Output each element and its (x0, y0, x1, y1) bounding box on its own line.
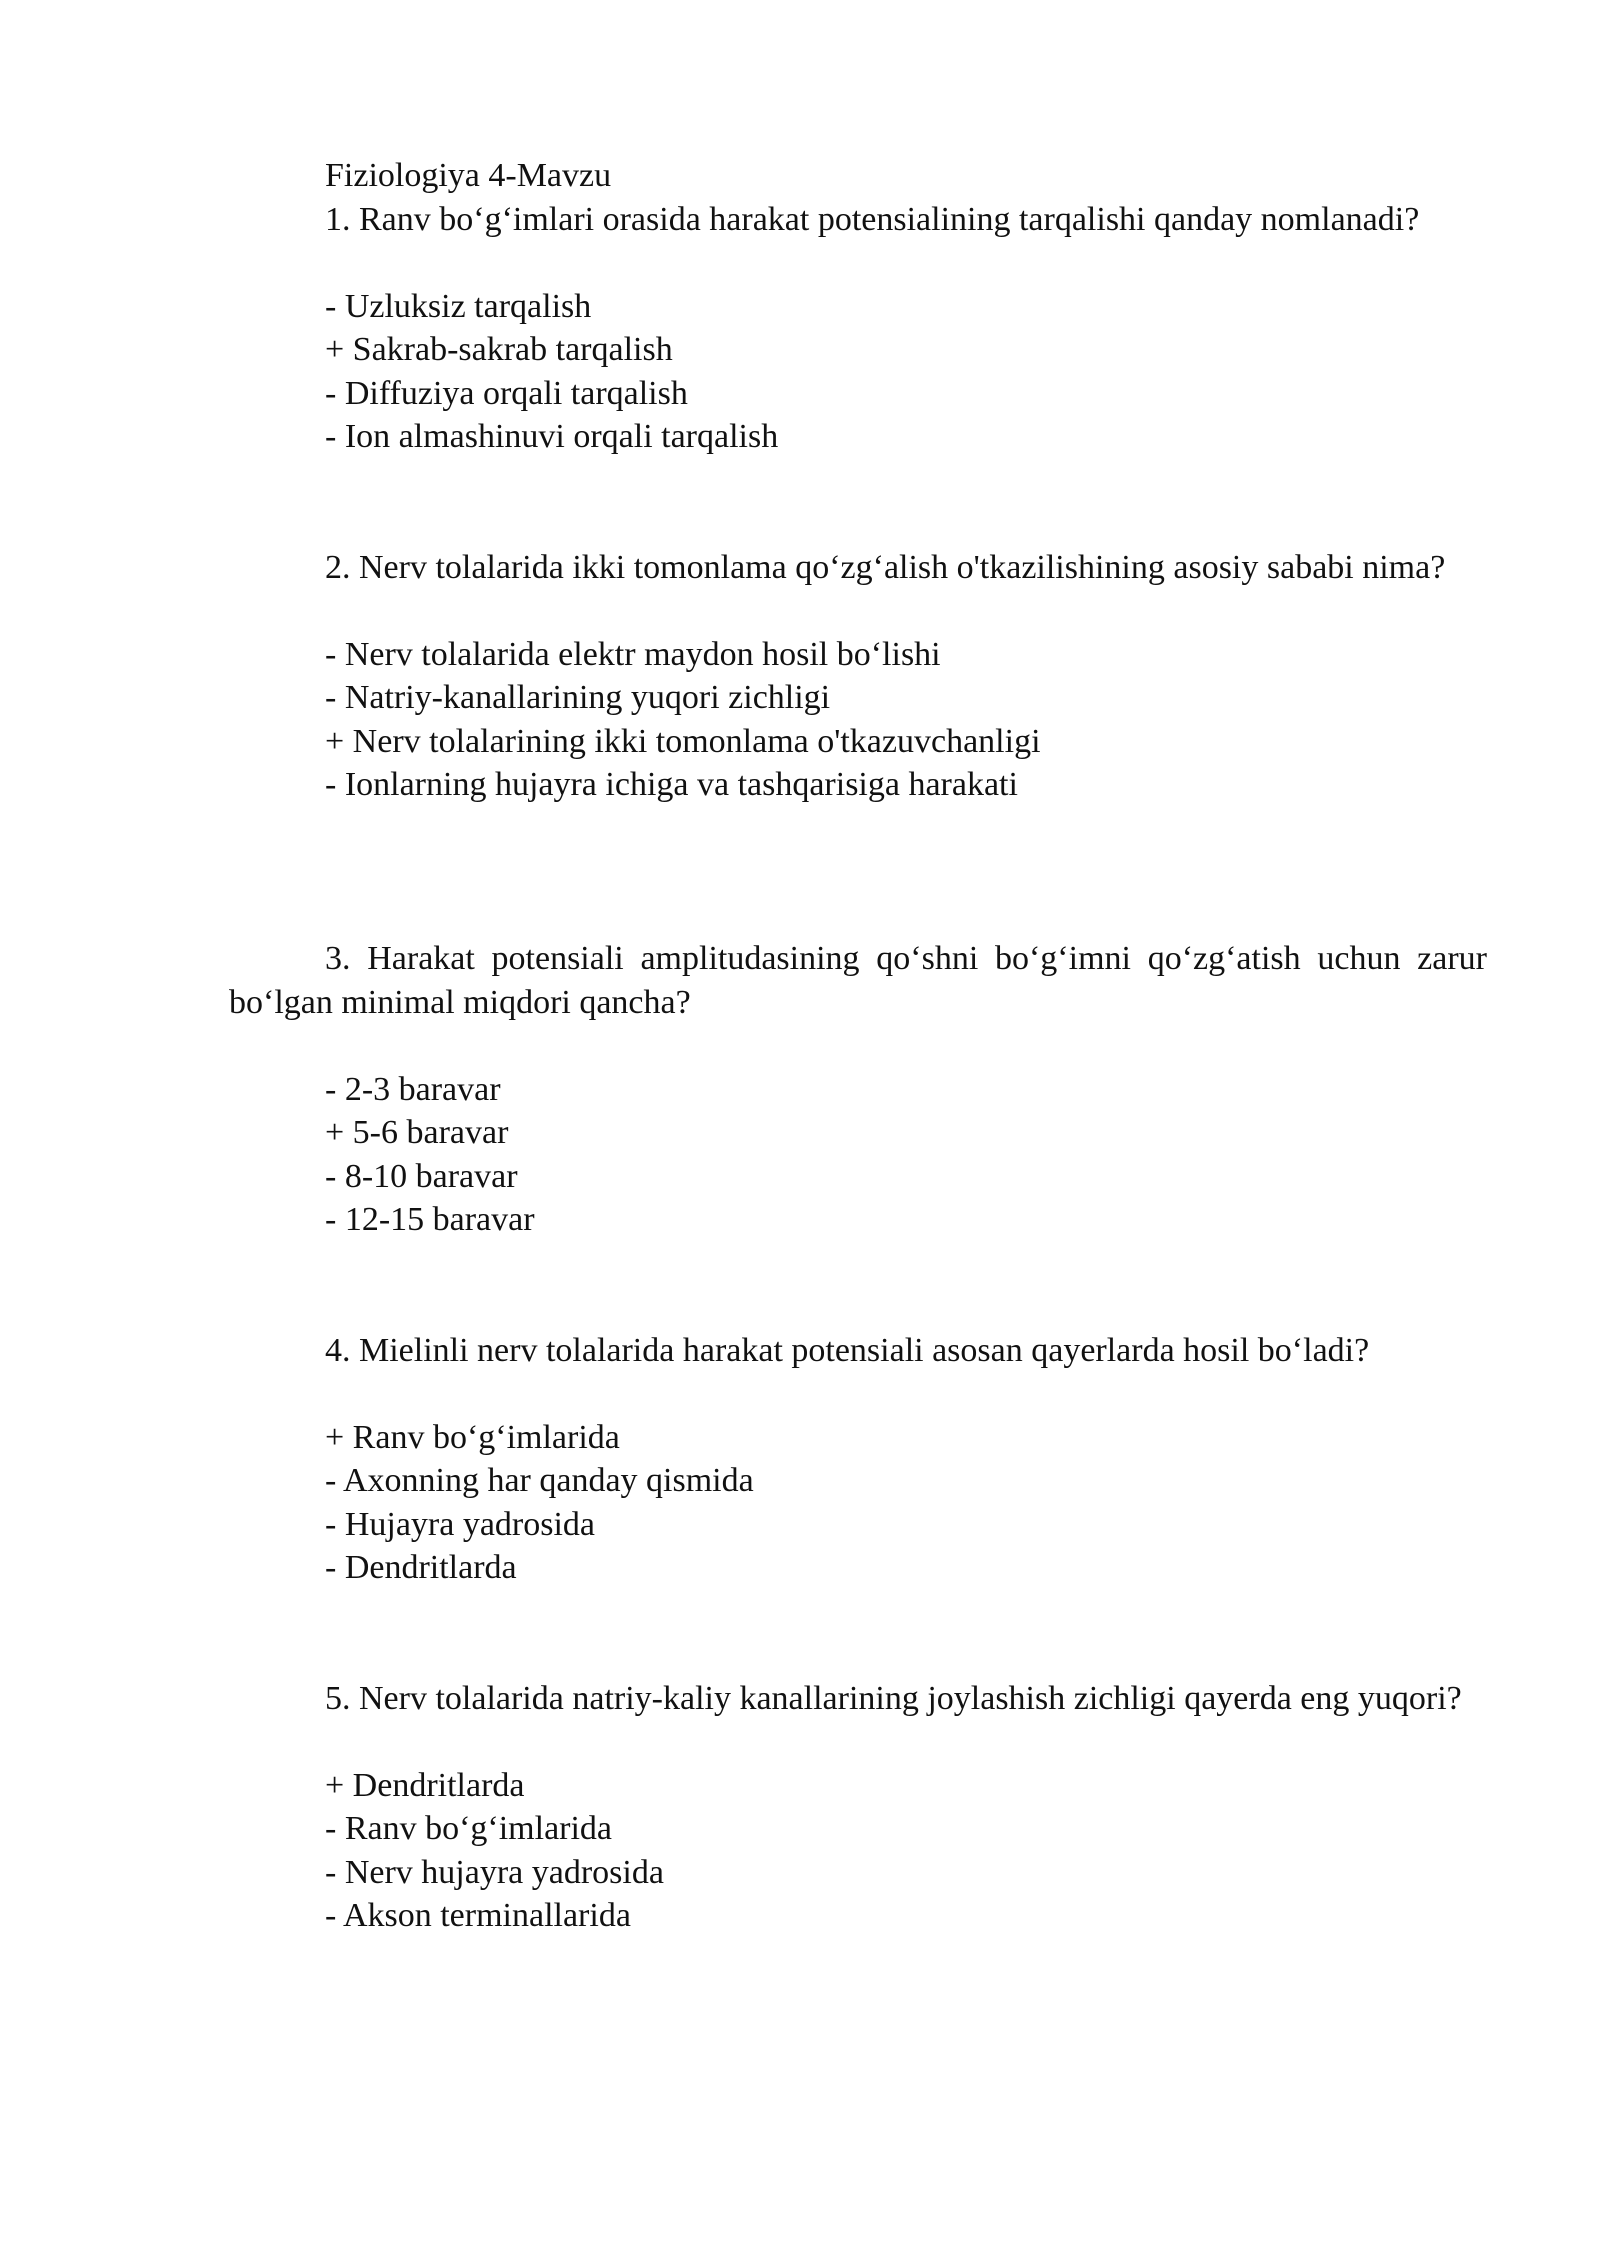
question-block-4 (229, 1329, 1487, 1590)
question-block-3 (229, 937, 1487, 1242)
answer-option: - Nerv hujayra yadrosida (325, 1853, 664, 1891)
answer-option: - Uzluksiz tarqalish (325, 287, 592, 325)
answer-option: - Akson terminallarida (325, 1897, 631, 1934)
question-text: 1. Ranv bo‘g‘imlari orasida harakat potensialining tarqalishi qanday nomlanadi? (325, 200, 1420, 238)
answer-options (229, 633, 1487, 807)
answer-option: - Diffuziya orqali tarqalish (325, 374, 688, 412)
answer-options (229, 1416, 1487, 1590)
document-title: Fiziologiya 4-Mavzu (325, 157, 612, 194)
answer-option-correct: + Ranv bo‘g‘imlarida (325, 1418, 620, 1456)
answer-option-correct: + 5-6 baravar (325, 1114, 509, 1151)
answer-option-correct: + Sakrab-sakrab tarqalish (325, 331, 673, 368)
answer-option-correct: + Dendritlarda (325, 1766, 525, 1804)
answer-option: - Dendritlarda (325, 1549, 517, 1586)
answer-option: - Ionlarning hujayra ichiga va tashqarisiga harakati (325, 766, 1018, 803)
question-text: 3. Harakat potensiali amplitudasining qo‘shni bo‘g‘imni qo‘zg‘atish uchun zarur bo‘lgan minimal miqdori qancha? (229, 940, 1487, 1021)
answer-option: - Hujayra yadrosida (325, 1505, 596, 1543)
answer-option: - Natriy-kanallarining yuqori zichligi (325, 679, 831, 716)
answer-option: - Axonning har qanday qismida (325, 1462, 754, 1499)
answer-option: - 12-15 baravar (325, 1201, 535, 1238)
question-block-5 (229, 1677, 1487, 1938)
question-block-2 (229, 546, 1487, 807)
question-block-1 (229, 198, 1487, 459)
answer-option: - 8-10 baravar (325, 1157, 518, 1195)
answer-options (229, 1068, 1487, 1242)
answer-option-correct: + Nerv tolalarining ikki tomonlama o'tkazuvchanligi (325, 722, 1041, 760)
question-text: 5. Nerv tolalarida natriy-kaliy kanallarining joylashish zichligi qayerda eng yuqori? (325, 1679, 1462, 1717)
answer-option: - Ranv bo‘g‘imlarida (325, 1810, 613, 1847)
answer-option: - Ion almashinuvi orqali tarqalish (325, 418, 779, 455)
answer-option: - Nerv tolalarida elektr maydon hosil bo‘lishi (325, 635, 941, 673)
answer-options (229, 1764, 1487, 1938)
answer-option: - 2-3 baravar (325, 1070, 501, 1108)
question-text: 4. Mielinli nerv tolalarida harakat potensiali asosan qayerlarda hosil bo‘ladi? (325, 1331, 1370, 1369)
document-page (229, 154, 1487, 1938)
answer-options (229, 285, 1487, 459)
question-text: 2. Nerv tolalarida ikki tomonlama qo‘zg‘alish o'tkazilishining asosiy sababi nima? (325, 548, 1446, 586)
